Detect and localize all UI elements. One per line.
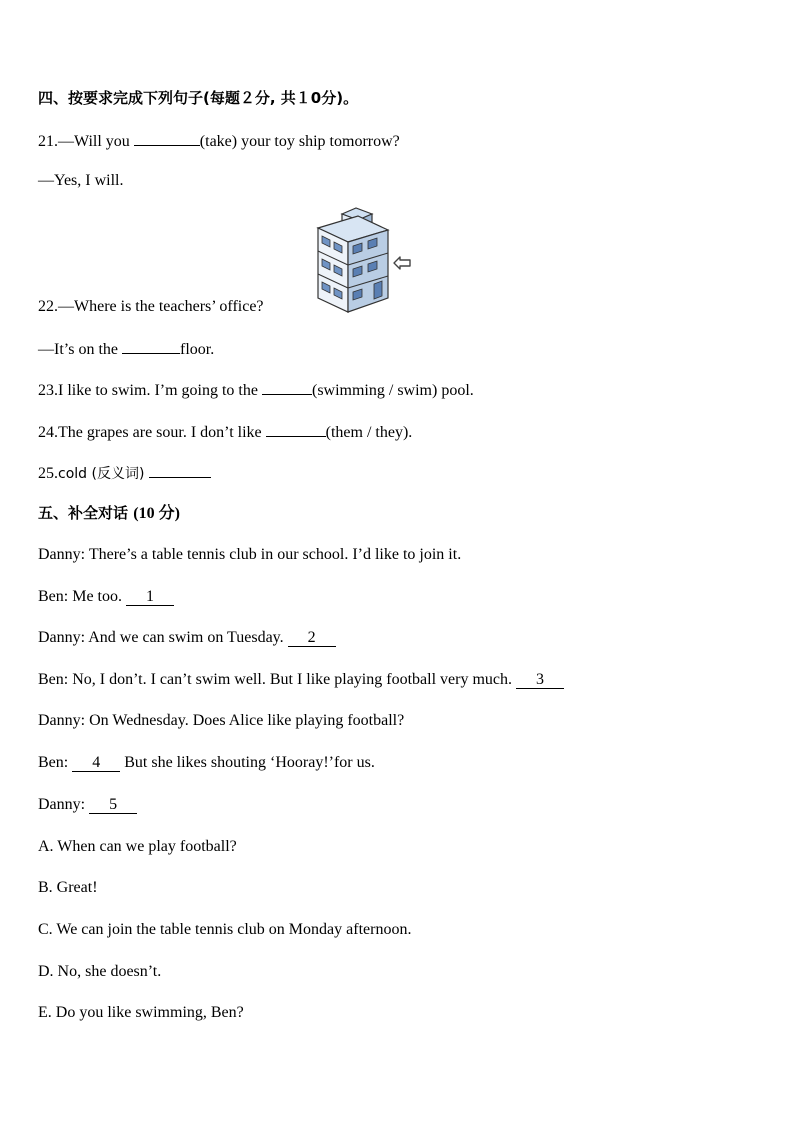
dialogue-text: But she likes shouting ‘Hooray!’for us. bbox=[124, 754, 375, 771]
question-23 bbox=[38, 379, 474, 401]
dialogue-line bbox=[38, 795, 137, 815]
option-text: A. When can we play football? bbox=[38, 838, 237, 855]
dialogue-text: And we can swim on Tuesday. bbox=[88, 629, 284, 646]
blank-number: 5 bbox=[109, 796, 118, 813]
q24-blank[interactable] bbox=[266, 421, 326, 437]
q24-text-a: The grapes are sour. I don’t like bbox=[58, 424, 266, 441]
section-4-title-text: 四、按要求完成下列句子(每题２分, 共１0分)。 bbox=[38, 89, 359, 107]
dialogue-blank-5[interactable] bbox=[89, 796, 137, 814]
option-text: B. Great! bbox=[38, 879, 98, 896]
option-b bbox=[38, 878, 98, 898]
dialogue-line bbox=[38, 711, 404, 731]
q22-answer-a: —It’s on the bbox=[38, 341, 122, 358]
building-with-arrow-icon bbox=[312, 206, 414, 314]
section-5-score: (10 分) bbox=[133, 505, 180, 522]
blank-number: 2 bbox=[307, 629, 316, 646]
dialogue-blank-1[interactable] bbox=[126, 588, 174, 606]
blank-number: 4 bbox=[92, 754, 101, 771]
dialogue-text: There’s a table tennis club in our school. I’d like to join it. bbox=[88, 546, 462, 563]
section-5-title-text: 五、补全对话 bbox=[38, 504, 129, 522]
dialogue-text: On Wednesday. Does Alice like playing football? bbox=[89, 712, 405, 729]
q22-text: —Where is the teachers’ office? bbox=[58, 298, 264, 315]
q24-text-b: (them / they). bbox=[325, 424, 413, 441]
question-24 bbox=[38, 421, 412, 443]
dialogue-speaker: Danny: bbox=[38, 546, 86, 563]
question-25 bbox=[38, 462, 211, 484]
q22-blank[interactable] bbox=[122, 338, 180, 354]
dialogue-line bbox=[38, 753, 375, 773]
dialogue-text: No, I don’t. I can’t swim well. But I like playing football very much. bbox=[72, 671, 512, 688]
option-a bbox=[38, 837, 237, 857]
question-22 bbox=[38, 297, 264, 317]
dialogue-text: Me too. bbox=[72, 588, 122, 605]
dialogue-blank-2[interactable] bbox=[288, 629, 336, 647]
section-4-title bbox=[38, 88, 358, 108]
q22-answer-b: floor. bbox=[180, 341, 215, 358]
option-text: E. Do you like swimming, Ben? bbox=[38, 1004, 244, 1021]
q21-answer-text: —Yes, I will. bbox=[38, 172, 124, 189]
dialogue-blank-3[interactable] bbox=[516, 671, 564, 689]
q23-blank[interactable] bbox=[262, 379, 312, 395]
dialogue-line bbox=[38, 628, 336, 648]
q23-number: 23. bbox=[38, 382, 58, 399]
dialogue-speaker: Danny: bbox=[38, 629, 86, 646]
dialogue-blank-4[interactable] bbox=[72, 754, 120, 772]
dialogue-line bbox=[38, 545, 461, 565]
q25-blank[interactable] bbox=[149, 462, 211, 478]
q21-text-b: (take) your toy ship tomorrow? bbox=[199, 133, 400, 150]
q22-answer bbox=[38, 338, 214, 360]
dialogue-speaker: Ben: bbox=[38, 754, 69, 771]
q23-text-b: (swimming / swim) pool. bbox=[311, 382, 474, 399]
option-d bbox=[38, 962, 161, 982]
q21-number: 21. bbox=[38, 133, 58, 150]
q25-number: 25. bbox=[38, 465, 58, 482]
dialogue-line bbox=[38, 670, 564, 690]
question-21 bbox=[38, 130, 400, 152]
blank-number: 3 bbox=[536, 671, 544, 688]
q25-text: cold (反义词) bbox=[58, 466, 149, 482]
blank-number: 1 bbox=[146, 588, 154, 605]
q21-text-a: —Will you bbox=[58, 133, 134, 150]
dialogue-speaker: Ben: bbox=[38, 588, 69, 605]
option-text: C. We can join the table tennis club on Monday afternoon. bbox=[38, 921, 412, 938]
option-c bbox=[38, 920, 411, 940]
dialogue-speaker: Danny: bbox=[38, 796, 86, 813]
q23-text-a: I like to swim. I’m going to the bbox=[58, 382, 262, 399]
option-text: D. No, she doesn’t. bbox=[38, 963, 162, 980]
q21-blank[interactable] bbox=[134, 130, 200, 146]
section-5-title bbox=[38, 503, 180, 524]
option-e bbox=[38, 1003, 244, 1023]
dialogue-speaker: Ben: bbox=[38, 671, 69, 688]
q22-number: 22. bbox=[38, 298, 58, 315]
q24-number: 24. bbox=[38, 424, 58, 441]
dialogue-line bbox=[38, 587, 174, 607]
dialogue-speaker: Danny: bbox=[38, 712, 86, 729]
q21-answer bbox=[38, 171, 124, 191]
